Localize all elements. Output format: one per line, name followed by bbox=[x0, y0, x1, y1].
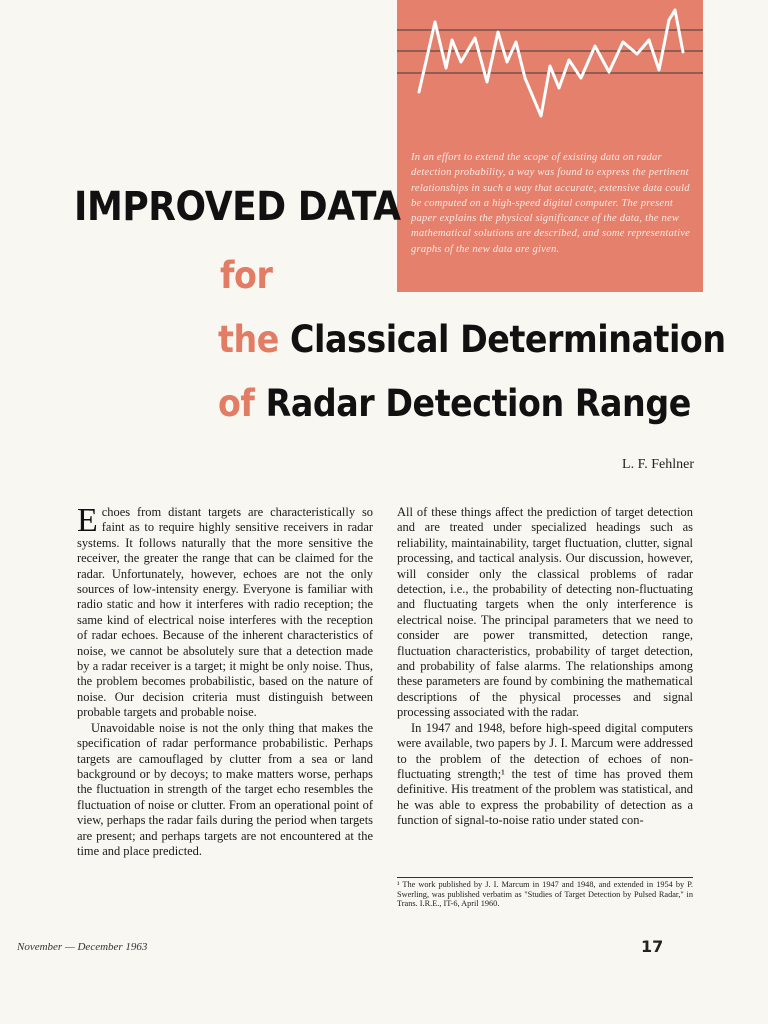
page-number: 17 bbox=[641, 937, 664, 956]
footnote-divider bbox=[397, 877, 693, 878]
body-column-left bbox=[77, 502, 373, 859]
title-accent-the: the bbox=[218, 318, 279, 361]
paragraph-3: All of these things affect the prediction of target detection and are treated under specialized headings such as reliability, maintainability, target fluctuation, clutter, signal processing, and tactical analysis. Our discussion, however, will consider only the classical problems of radar detection, i.e., the probability of detecting non-fluctuating and fluctuating targets when the only interference is electrical noise. The principal parameters that we need to consider are power transmitted, detection range, fluctuation characteristics, probability of target detection, and probability of false alarms. The relationships among these parameters are found by combining the mathematical descriptions of the physical processes and signal processing associated with the radar. bbox=[397, 505, 693, 720]
footer-date: November — December 1963 bbox=[17, 941, 148, 953]
title-line-2: for bbox=[220, 254, 273, 297]
title-line-1: IMPROVED DATA bbox=[74, 184, 401, 230]
paragraph-2: Unavoidable noise is not the only thing that makes the specification of radar performance probabilistic. Perhaps targets are camouflaged by clutter from a sea or land background or by decoys; to make matters worse, perhaps the fluctuation in strength of the target echo resembles the fluctuation of noise or clutter. From an operational point of view, perhaps the radar fails during the period when targets are present; and perhaps targets are not encountered at the time and place predicted. bbox=[77, 720, 373, 858]
paragraph-4: In 1947 and 1948, before high-speed digital computers were available, two papers by J. I. Marcum were addressed to the problem of the detection of echoes of non-fluctuating strength;¹ the test of time has proved them definitive. His treatment of the problem was statistical, and he was able to express the probability of detection as a function of signal-to-noise ratio under stated con- bbox=[397, 720, 693, 828]
title-line-4 bbox=[218, 382, 691, 425]
drop-cap: E bbox=[77, 502, 98, 539]
title-main-3: Classical Determination bbox=[290, 318, 726, 361]
title-accent-of: of bbox=[218, 382, 255, 425]
footnote: ¹ The work published by J. I. Marcum in 1947 and 1948, and extended in 1954 by P. Swerling, was published verbatim as "Studies of Target Detection by Pulsed Radar," in Trans. I.R.E., IT-6, April 1960. bbox=[397, 880, 693, 909]
title-main-4: Radar Detection Range bbox=[265, 382, 691, 425]
abstract-text: In an effort to extend the scope of existing data on radar detection probability, a way was found to express the pertinent relationships in such a way that accurate, extensive data could be computed on a high-speed digital computer. The present paper explains the physical significance of the data, the new mathematical solutions are described, and some representative graphs of the new data are given. bbox=[411, 152, 691, 255]
paragraph-1-text: choes from distant targets are characteristically so faint as to require highly sensitive receivers in radar systems. It follows naturally that the more sensitive the receiver, the greater the range that can be claimed for the radar. Unfortunately, however, echoes are not the only sources of low-intensity energy. Everyone is familiar with radio static and how it interferes with radio reception; the same kind of electrical noise interferes with the reception of radar echoes. Because of the inherent characteristics of noise, we cannot be absolutely sure that a detection made by a radar receiver is a target; it might be only noise. Thus, the problem becomes probabilistic, based on the nature of noise. Our decision criteria must distinguish between probable targets and probable noise. bbox=[77, 505, 373, 720]
title-line-3 bbox=[218, 318, 726, 361]
waveform-line bbox=[419, 10, 683, 116]
body-column-right bbox=[397, 505, 693, 829]
author-byline: L. F. Fehlner bbox=[622, 457, 694, 472]
paragraph-1 bbox=[77, 502, 373, 721]
